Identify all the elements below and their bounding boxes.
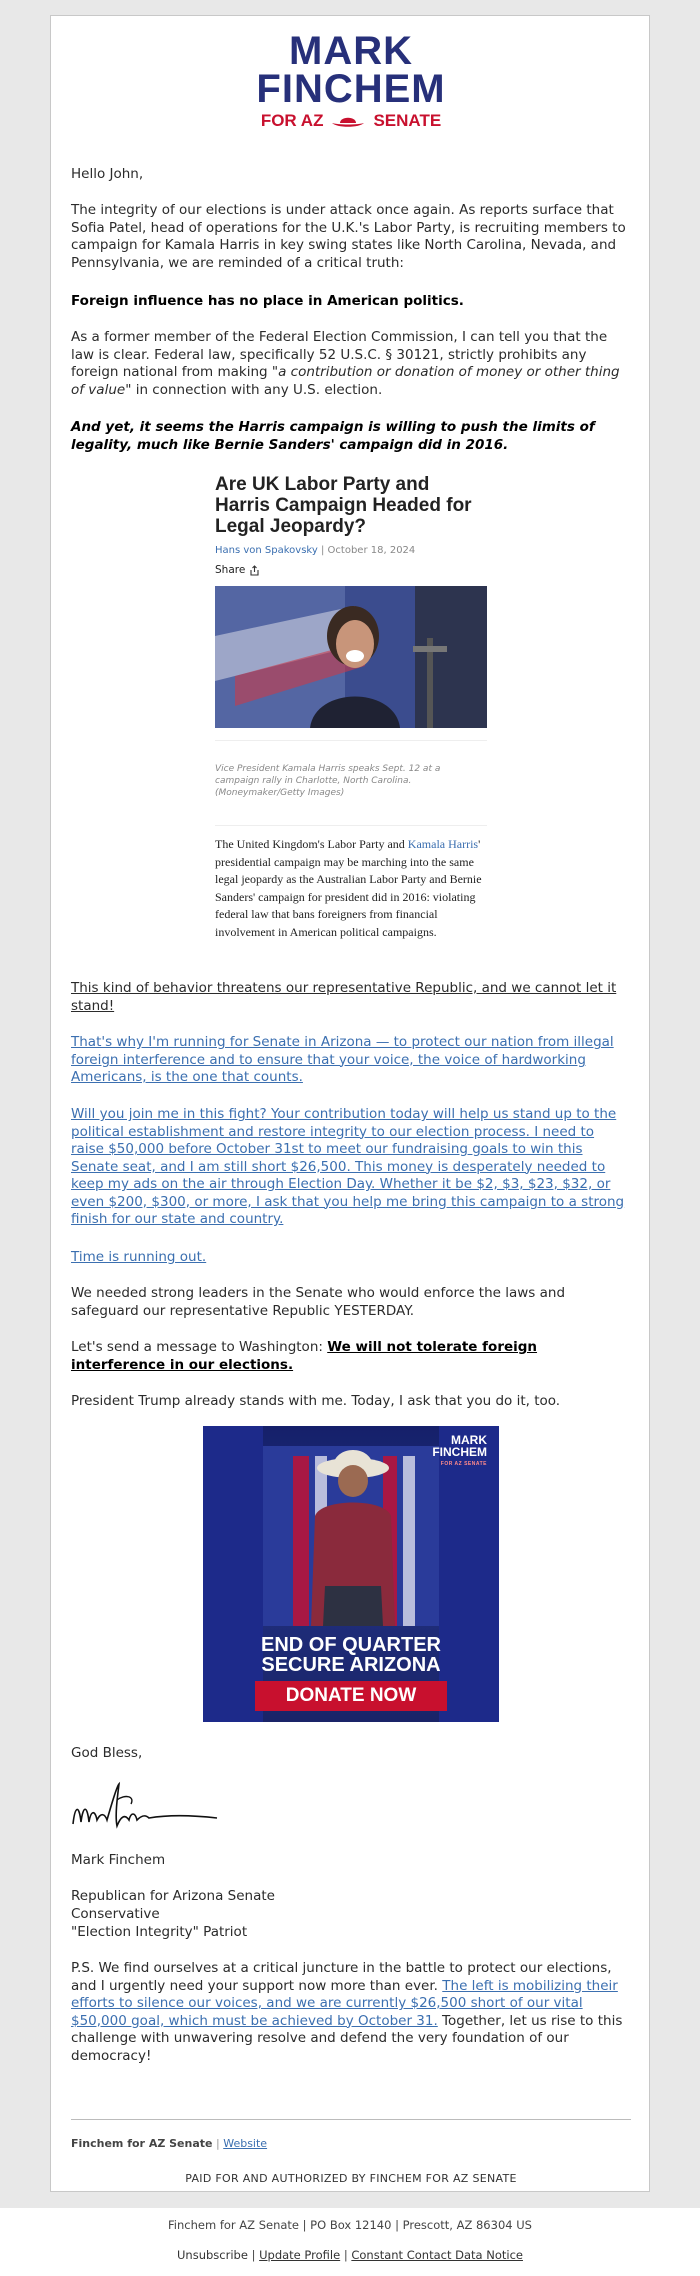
- closing: God Bless,: [71, 1745, 143, 1761]
- donate-promo-image[interactable]: [203, 1426, 499, 1722]
- law-text-b: " in connection with any U.S. election.: [125, 381, 383, 398]
- photo-caption: Vice President Kamala Harris speaks Sept. 12 at a campaign rally in Charlotte, North Carolina. (Moneymaker/Getty Images): [215, 740, 487, 799]
- article-share: [215, 564, 487, 576]
- mailing-address: Finchem for AZ Senate | PO Box 12140 | Prescott, AZ 86304 US: [168, 2218, 532, 2232]
- paragraph-trump: President Trump already stands with me. Today, I ask that you do it, too.: [71, 1393, 561, 1409]
- paid-for-disclaimer: PAID FOR AND AUTHORIZED BY FINCHEM FOR AZ SENATE: [185, 2172, 517, 2185]
- article-text: [215, 825, 487, 941]
- law-text-a: As a former member of the Federal Election Commission, I can tell you that the law is clear. Federal law, specifically 52 U.S.C. § 30121, strictly prohibits any foreign national from making ": [71, 329, 608, 380]
- footer-org-line: [71, 2137, 267, 2150]
- paragraph-harris-campaign: And yet, it seems the Harris campaign is willing to push the limits of legality, much like Bernie Sanders' campaign did in 2016.: [71, 419, 595, 453]
- email-card: [50, 15, 650, 2192]
- signer-title-2: Conservative: [71, 1906, 160, 1922]
- article-text-a: The United Kingdom's Labor Party and: [215, 837, 408, 851]
- ps-text-b: Together, let us rise to this challenge with unwavering resolve and defend the very foundation of our democracy!: [71, 2012, 623, 2064]
- cowboy-hat-icon: [331, 114, 365, 128]
- paragraph-foreign-influence: Foreign influence has no place in American politics.: [71, 293, 464, 309]
- paragraph-threatens: This kind of behavior threatens our representative Republic, and we cannot let it stand!: [71, 980, 617, 1014]
- paragraph-strong-leaders: We needed strong leaders in the Senate who would enforce the laws and safeguard our representative Republic YESTERDAY.: [71, 1285, 566, 1319]
- signer-title-1: Republican for Arizona Senate: [71, 1888, 275, 1904]
- data-notice-link[interactable]: Constant Contact Data Notice: [351, 2248, 523, 2262]
- postscript: [71, 1960, 631, 2065]
- promo-secure-arizona: SECURE ARIZONA: [261, 1654, 441, 1676]
- promo-end-of-quarter: END OF QUARTER: [261, 1634, 441, 1656]
- footer-link-sep-2: |: [343, 2248, 348, 2262]
- meta-separator: |: [320, 545, 325, 556]
- footer-org: Finchem for AZ Senate: [71, 2137, 213, 2150]
- unsubscribe-link[interactable]: Unsubscribe: [177, 2248, 248, 2262]
- photo-illustration: [215, 586, 487, 728]
- paragraph-law: [71, 329, 631, 399]
- logo-for-az: FOR AZ: [260, 111, 324, 130]
- promo-illustration: [203, 1426, 499, 1722]
- link-time-running-out[interactable]: Time is running out.: [71, 1249, 207, 1265]
- promo-logo-finchem: FINCHEM: [432, 1445, 487, 1459]
- footer-divider: [71, 2119, 631, 2120]
- logo-line-mark: MARK: [289, 29, 413, 73]
- article-title: Are UK Labor Party and Harris Campaign Headed for Legal Jeopardy?: [215, 474, 472, 537]
- kamala-harris-link[interactable]: Kamala Harris: [407, 837, 479, 851]
- law-quote: a contribution or donation of money or other thing of value: [71, 364, 620, 398]
- link-running-for-senate[interactable]: That's why I'm running for Senate in Arizona — to protect our nation from illegal foreign interference and to ensure that your voice, the voice of hardworking Americans, is the one that counts.: [71, 1034, 614, 1085]
- ps-text-a: P.S. We find ourselves at a critical juncture in the battle to protect our elections, and I urgently need your support now more than ever.: [71, 1960, 612, 1994]
- logo-senate: SENATE: [373, 111, 442, 130]
- logo-line-senate: [51, 110, 651, 132]
- footer-separator: |: [216, 2137, 220, 2150]
- share-label: Share: [215, 564, 246, 576]
- website-link[interactable]: Website: [223, 2137, 268, 2150]
- logo-line-finchem: FINCHEM: [256, 67, 446, 111]
- article-date: October 18, 2024: [327, 545, 416, 556]
- article-meta: [215, 545, 487, 556]
- link-join-fight[interactable]: Will you join me in this fight? Your contribution today will help us stand up to the political establishment and restore integrity to our election process. I need to raise $50,000 before October 31st to meet our fundraising goals to win this Senate seat, and I am still short $26,500. This money is desperately needed to keep my ads on the air through Election Day. Whether it be $2, $3, $23, $32, or even $200, $300, or more, I ask that you help me bring this campaign to a strong finish for our state and country.: [71, 1106, 625, 1227]
- article-clipping: [215, 474, 487, 941]
- footer-links: [0, 2248, 700, 2262]
- paragraph-washington: [71, 1339, 631, 1374]
- signer-title-3: "Election Integrity" Patriot: [71, 1924, 248, 1940]
- email-footer: [0, 2208, 700, 2276]
- share-icon: [249, 565, 260, 576]
- update-profile-link[interactable]: Update Profile: [259, 2248, 341, 2262]
- promo-logo: [432, 1434, 487, 1470]
- article-text-b: ' presidential campaign may be marching into the same legal jeopardy as the Australian Labor Party and Bernie Sanders' campaign for president did in 2016: violating federal law that bans foreigners from financial involvement in American political campaigns.: [215, 837, 482, 939]
- washington-text: Let's send a message to Washington:: [71, 1339, 328, 1355]
- campaign-logo: [51, 29, 651, 132]
- paragraph-intro: The integrity of our elections is under attack once again. As reports surface that Sofia Patel, head of operations for the U.K.'s Labor Party, is recruiting members to campaign for Kamala Harris in key swing states like North Carolina, Nevada, and Pennsylvania, we are reminded of a critical truth:: [71, 202, 626, 271]
- ps-link[interactable]: The left is mobilizing their efforts to silence our voices, and we are currently $26,500 short of our vital $50,000 goal, which must be achieved by October 31.: [71, 1977, 618, 2029]
- footer-link-sep-1: |: [251, 2248, 256, 2262]
- washington-message: We will not tolerate foreign interference in our elections.: [71, 1339, 538, 1373]
- signature-image: [71, 1776, 221, 1838]
- greeting: Hello John,: [71, 166, 144, 182]
- article-author: Hans von Spakovsky: [215, 545, 318, 556]
- signer-name: Mark Finchem: [71, 1852, 166, 1868]
- harris-photo: [215, 586, 487, 728]
- promo-logo-mark: MARK: [451, 1433, 487, 1447]
- promo-logo-sub: FOR AZ SENATE: [440, 1461, 487, 1467]
- donate-now-button[interactable]: DONATE NOW: [255, 1681, 447, 1711]
